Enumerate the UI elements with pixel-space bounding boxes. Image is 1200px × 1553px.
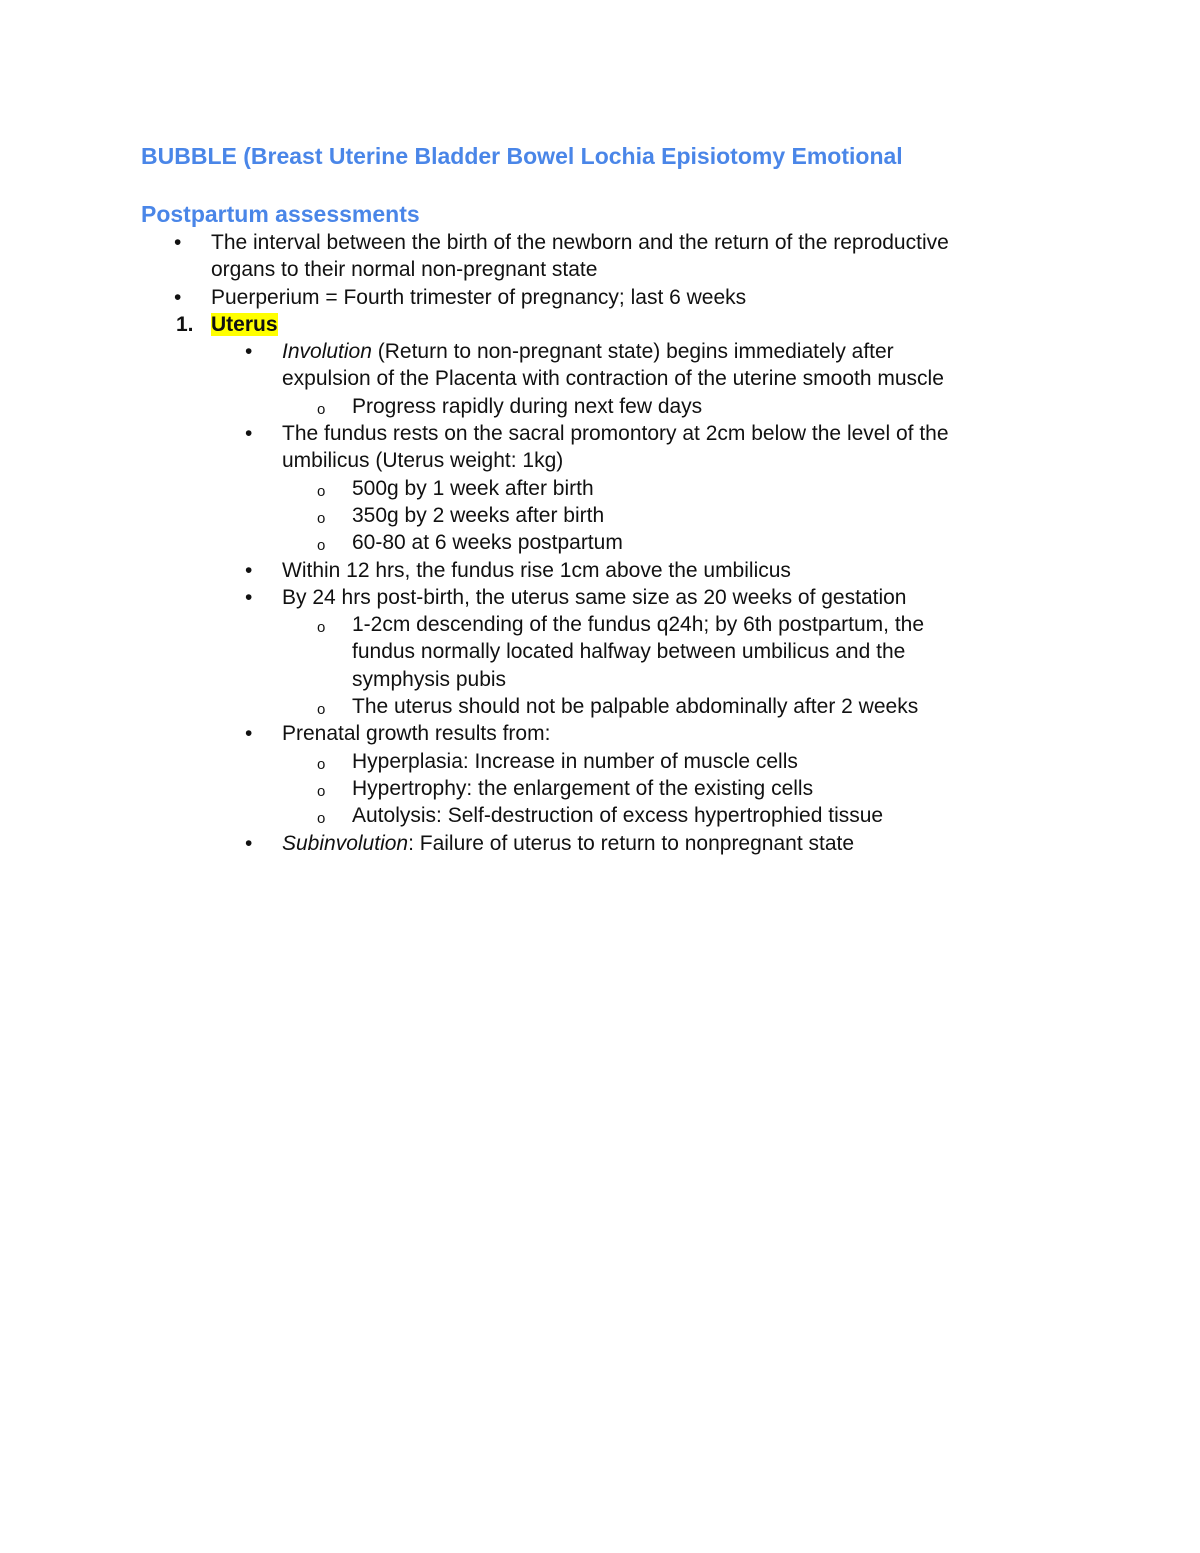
sub-item-text: Progress rapidly during next few days xyxy=(352,394,703,418)
list-item-text: Puerperium = Fourth trimester of pregnancy; last 6 weeks xyxy=(211,285,747,309)
list-item-prenatal xyxy=(141,720,1061,747)
section-heading: Postpartum assessments xyxy=(141,201,420,227)
sub-item-text: Hyperplasia: Increase in number of muscle cells xyxy=(352,749,798,773)
circle-bullet-icon: o xyxy=(317,537,326,555)
list-item-text: By 24 hrs post-birth, the uterus same size as 20 weeks of gestation xyxy=(282,585,907,609)
list-item-continuation xyxy=(141,365,1061,392)
list-item-involution xyxy=(141,338,1061,365)
sub-item-not-palpable xyxy=(141,693,1061,720)
sub-item-text: Autolysis: Self-destruction of excess hypertrophied tissue xyxy=(352,804,884,828)
list-item-text: Prenatal growth results from: xyxy=(282,722,551,746)
bullet-icon: • xyxy=(174,231,182,254)
circle-bullet-icon: o xyxy=(317,782,326,800)
list-item-interval xyxy=(141,229,1061,256)
sub-item-descending xyxy=(141,611,1061,638)
sub-item-text: 500g by 1 week after birth xyxy=(352,476,594,500)
list-item-text: : Failure of uterus to return to nonpregnant state xyxy=(408,831,855,855)
list-item-subinvolution xyxy=(141,830,1061,857)
circle-bullet-icon: o xyxy=(317,400,326,418)
sub-item-continuation xyxy=(141,666,1061,693)
list-item-fundus-rests xyxy=(141,420,1061,447)
sub-item-500g xyxy=(141,475,1061,502)
sub-item-text: fundus normally located halfway between umbilicus and the xyxy=(352,640,906,664)
list-item-puerperium xyxy=(141,284,1061,311)
bullet-icon: • xyxy=(245,558,253,582)
sub-item-text: symphysis pubis xyxy=(352,667,507,691)
list-item-within-12 xyxy=(141,557,1061,584)
term-subinvolution: Subinvolution xyxy=(282,831,409,855)
bullet-icon: • xyxy=(245,831,253,855)
bullet-icon: • xyxy=(245,722,253,746)
sub-item-text: 60-80 at 6 weeks postpartum xyxy=(352,531,623,555)
list-item-continuation xyxy=(141,256,1061,283)
sub-item-text: Hypertrophy: the enlargement of the existing cells xyxy=(352,776,814,800)
sub-item-continuation xyxy=(141,638,1061,665)
sub-item-text: The uterus should not be palpable abdominally after 2 weeks xyxy=(352,695,919,719)
sub-item-text: 1-2cm descending of the fundus q24h; by 6th postpartum, the xyxy=(352,613,925,637)
list-item-text: expulsion of the Placenta with contraction of the uterine smooth muscle xyxy=(282,367,944,391)
term-involution: Involution xyxy=(282,340,372,364)
circle-bullet-icon: o xyxy=(317,755,326,773)
sub-item-350g xyxy=(141,502,1061,529)
sub-item-autolysis xyxy=(141,802,1061,829)
circle-bullet-icon: o xyxy=(317,701,326,719)
sub-item-text: 350g by 2 weeks after birth xyxy=(352,503,605,527)
list-item-text: umbilicus (Uterus weight: 1kg) xyxy=(282,449,564,473)
circle-bullet-icon: o xyxy=(317,482,326,500)
list-item-text: The fundus rests on the sacral promontory at 2cm below the level of the xyxy=(282,422,949,446)
sub-item-hypertrophy xyxy=(141,775,1061,802)
list-item-by-24 xyxy=(141,584,1061,611)
bullet-icon: • xyxy=(245,422,253,446)
list-item-continuation xyxy=(141,447,1061,474)
sub-item-hyperplasia xyxy=(141,748,1061,775)
list-item-text: organs to their normal non-pregnant state xyxy=(211,258,598,282)
document-title: BUBBLE (Breast Uterine Bladder Bowel Lochia Episiotomy Emotional xyxy=(141,143,903,169)
document-body xyxy=(141,140,1061,857)
sub-item-60-80 xyxy=(141,529,1061,556)
circle-bullet-icon: o xyxy=(317,810,326,828)
bullet-icon: • xyxy=(174,285,182,309)
highlighted-label: Uterus xyxy=(211,312,278,336)
circle-bullet-icon: o xyxy=(317,509,326,527)
circle-bullet-icon: o xyxy=(317,619,326,637)
bullet-icon: • xyxy=(245,585,253,609)
sub-item-progress xyxy=(141,393,1061,420)
bullet-icon: • xyxy=(245,340,253,364)
list-item-text: The interval between the birth of the newborn and the return of the reproductive xyxy=(211,231,949,254)
list-number: 1. xyxy=(176,312,194,336)
list-item-text: (Return to non-pregnant state) begins immediately after xyxy=(371,340,894,364)
list-item-text: Within 12 hrs, the fundus rise 1cm above the umbilicus xyxy=(282,558,791,582)
numbered-item-uterus xyxy=(141,311,1061,338)
